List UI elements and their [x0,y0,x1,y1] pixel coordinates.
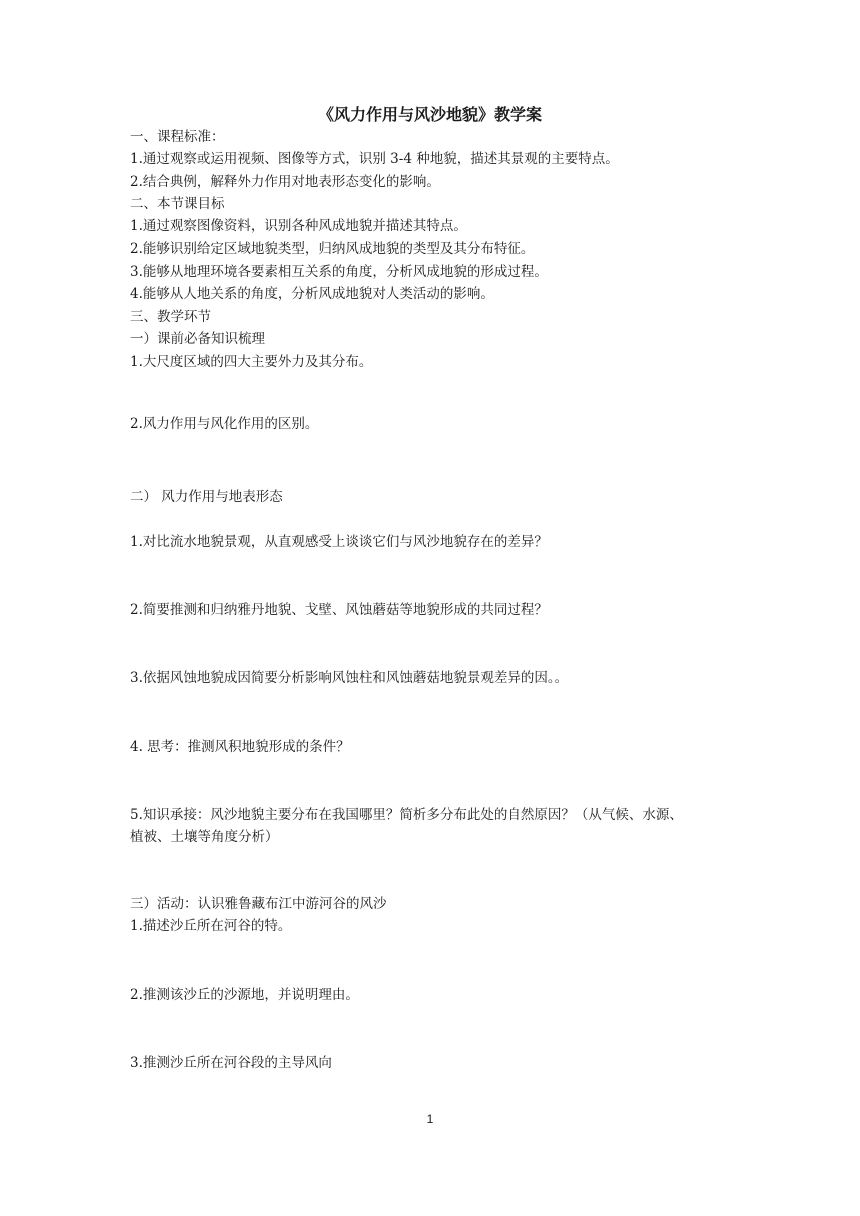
wind-question-3: 3.依据风蚀地貌成因简要分析影响风蚀柱和风蚀蘑菇地貌景观差异的因。。 [130,670,569,686]
section-heading-teaching: 三、教学环节 [130,309,211,325]
prep-question-2: 2.风力作用与风化作用的区别。 [130,416,319,432]
wind-question-4: 4. 思考：推测风积地貌形成的条件？ [130,739,350,755]
prep-question-1: 1.大尺度区域的四大主要外力及其分布。 [130,354,373,370]
subsection-heading-wind: 二） 风力作用与地表形态 [130,489,283,505]
wind-question-5-continued: 植被、土壤等角度分析） [130,829,279,845]
activity-question-3: 3.推测沙丘所在河谷段的主导风向 [130,1055,332,1071]
document-title: 《风力作用与风沙地貌》教学案 [317,105,542,124]
wind-question-5: 5.知识承接：风沙地貌主要分布在我国哪里？简析多分布此处的自然原因？（从气候、水源、 [130,807,683,823]
section-heading-goals: 二、本节课目标 [130,196,225,212]
activity-question-1: 1.描述沙丘所在河谷的特。 [130,918,292,934]
wind-question-1: 1.对比流水地貌景观，从直观感受上谈谈它们与风沙地貌存在的差异？ [130,534,548,550]
page-number: 1 [426,1112,434,1126]
goal-item-3: 3.能够从地理环境各要素相互关系的角度，分析风成地貌的形成过程。 [130,264,548,280]
goal-item-1: 1.通过观察图像资料，识别各种风成地貌并描述其特点。 [130,218,467,234]
section-heading-curriculum: 一、课程标准： [130,129,225,145]
subsection-heading-activity: 三）活动：认识雅鲁藏布江中游河谷的风沙 [130,896,387,912]
curriculum-item-2: 2.结合典例，解释外力作用对地表形态变化的影响。 [130,174,440,190]
wind-question-2: 2.简要推测和归纳雅丹地貌、戈壁、风蚀蘑菇等地貌形成的共同过程？ [130,602,548,618]
goal-item-4: 4.能够从人地关系的角度，分析风成地貌对人类活动的影响。 [130,286,494,302]
activity-question-2: 2.推测该沙丘的沙源地，并说明理由。 [130,987,359,1003]
goal-item-2: 2.能够识别给定区域地貌类型，归纳风成地貌的类型及其分布特征。 [130,241,535,257]
subsection-heading-prep: 一）课前必备知识梳理 [130,331,265,347]
curriculum-item-1: 1.通过观察或运用视频、图像等方式，识别 3-4 种地貌，描述其景观的主要特点。 [130,151,619,167]
